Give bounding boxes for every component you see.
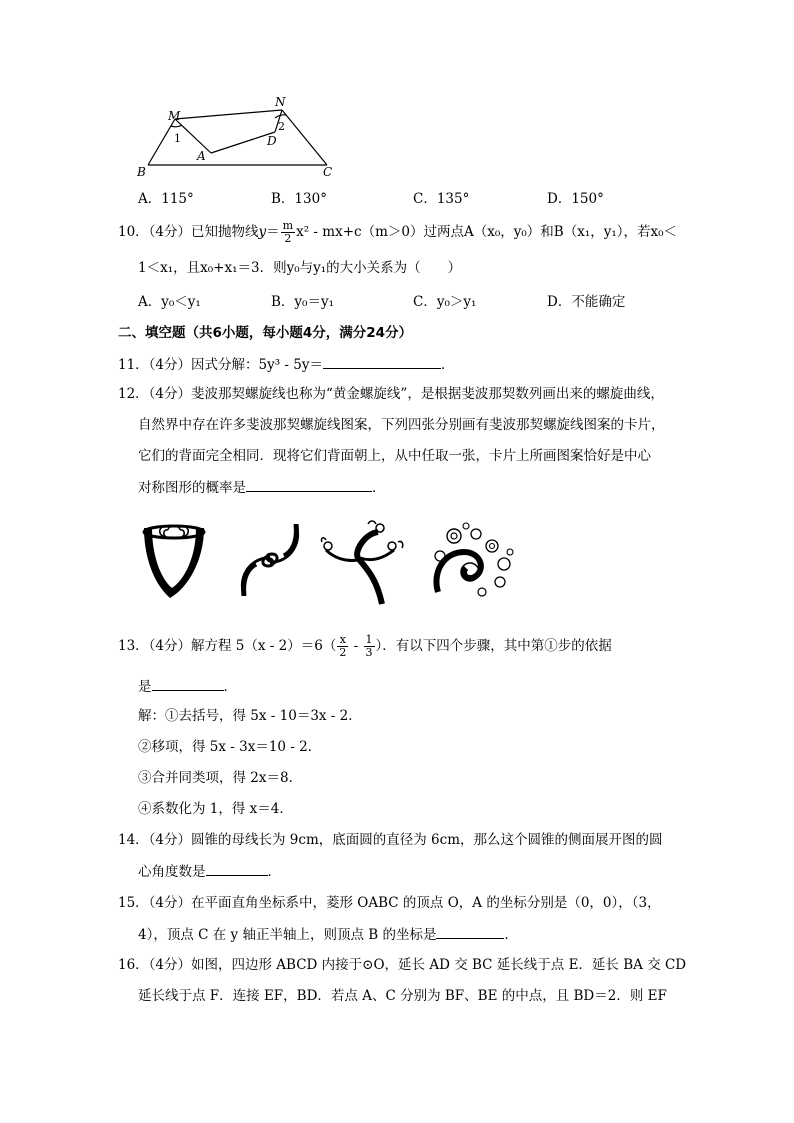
q10-option-d: D．不能确定 xyxy=(547,294,626,310)
q10-line1: 10．（4分）已知抛物线y＝ $\frac{m}{2}$ x² - mx+c（m＞0）过两点A（x₀，y₀）和B（x₁，y₁），若x₀＜ xyxy=(118,219,678,245)
q9-option-a: A．115° xyxy=(138,191,194,207)
q10-option-c: C．y₀＞y₁ xyxy=(413,294,477,310)
q12-card-2-image xyxy=(240,524,300,596)
fig-line-cn xyxy=(282,110,327,165)
q13-step-4: ④系数化为 1，得 x＝4． xyxy=(138,801,293,817)
q12-line4: 对称图形的概率是 ． xyxy=(138,477,386,498)
label-n: N xyxy=(275,95,286,109)
label-b: B xyxy=(137,165,146,179)
q9-option-d: D．150° xyxy=(547,191,604,207)
q14-answer-blank[interactable] xyxy=(206,861,268,876)
label-1: 1 xyxy=(174,132,181,145)
q15-line2: 4），顶点 C 在 y 轴正半轴上，则顶点 B 的坐标是 ． xyxy=(138,924,518,945)
label-d: D xyxy=(267,134,277,148)
q10-option-a: A．y₀＜y₁ xyxy=(138,294,201,310)
q12-card-1-image xyxy=(138,520,210,602)
q13-line1: 13．（4分）解方程 5（x - 2）＝6（ $\frac{x}{2}$ - $\frac{1}{3}$ ）．有以下四个步骤，其中第①步的依据 xyxy=(118,633,612,659)
q9-figure xyxy=(130,92,350,182)
q11-answer-blank[interactable] xyxy=(323,354,441,369)
q11: 11．（4分）因式分解：5y³ - 5y＝ ． xyxy=(118,354,455,375)
label-2: 2 xyxy=(278,120,285,133)
q15-line1: 15．（4分）在平面直角坐标系中，菱形 OABC 的顶点 O，A 的坐标分别是（0，0），（3， xyxy=(118,895,661,911)
q13-line2: 是 ． xyxy=(138,676,237,697)
q9-option-b: B．130° xyxy=(271,191,327,207)
q12-line1: 12．（4分）斐波那契螺旋线也称为“黄金螺旋线”，是根据斐波那契数列画出来的螺旋曲线， xyxy=(118,386,664,402)
q9-option-c: C．135° xyxy=(413,191,470,207)
q14-line1: 14．（4分）圆锥的母线长为 9cm，底面圆的直径为 6cm，那么这个圆锥的侧面展开图的圆 xyxy=(118,832,663,848)
fig-line-bm xyxy=(148,119,175,165)
q14-line2: 心角度数是 ． xyxy=(138,861,281,882)
q16-line2: 延长线于点 F．连接 EF，BD．若点 A、C 分别为 BF、BE 的中点，且 BD＝2．则 EF xyxy=(138,988,667,1004)
q12-card-3-image xyxy=(318,518,408,608)
q12-line3: 它们的背面完全相同．现将它们背面朝上，从中任取一张，卡片上所画图案恰好是中心 xyxy=(138,448,651,464)
label-m: M xyxy=(168,109,181,123)
q13-step-3: ③合并同类项，得 2x＝8． xyxy=(138,770,303,786)
label-c: C xyxy=(323,165,333,179)
q16-line1: 16．（4分）如图，四边形 ABCD 内接于⊙O，延长 AD 交 BC 延长线于点 E．延长 BA 交 CD xyxy=(118,957,687,973)
q13-step-1: 解：①去括号，得 5x - 10＝3x - 2． xyxy=(138,708,362,724)
q13-answer-blank[interactable] xyxy=(152,676,224,691)
fig-line-mn xyxy=(175,110,282,119)
fig-angle-1 xyxy=(171,125,182,127)
q10-option-b: B．y₀＝y₁ xyxy=(271,294,334,310)
q15-answer-blank[interactable] xyxy=(436,924,504,939)
q12-line2: 自然界中存在许多斐波那契螺旋线图案，下列四张分别画有斐波那契螺旋线图案的卡片， xyxy=(138,417,665,433)
q13-step-2: ②移项，得 5x - 3x＝10 - 2． xyxy=(138,739,322,755)
fig-line-ad xyxy=(211,132,275,153)
section-heading: 二、填空题（共6小题，每小题4分，满分24分） xyxy=(118,325,413,341)
label-a: A xyxy=(197,149,206,163)
q12-card-4-image xyxy=(430,522,516,602)
q10-line2: 1＜x₁，且x₀+x₁＝3．则y₀与y₁的大小关系为（ ） xyxy=(138,260,462,276)
q12-answer-blank[interactable] xyxy=(246,477,372,492)
